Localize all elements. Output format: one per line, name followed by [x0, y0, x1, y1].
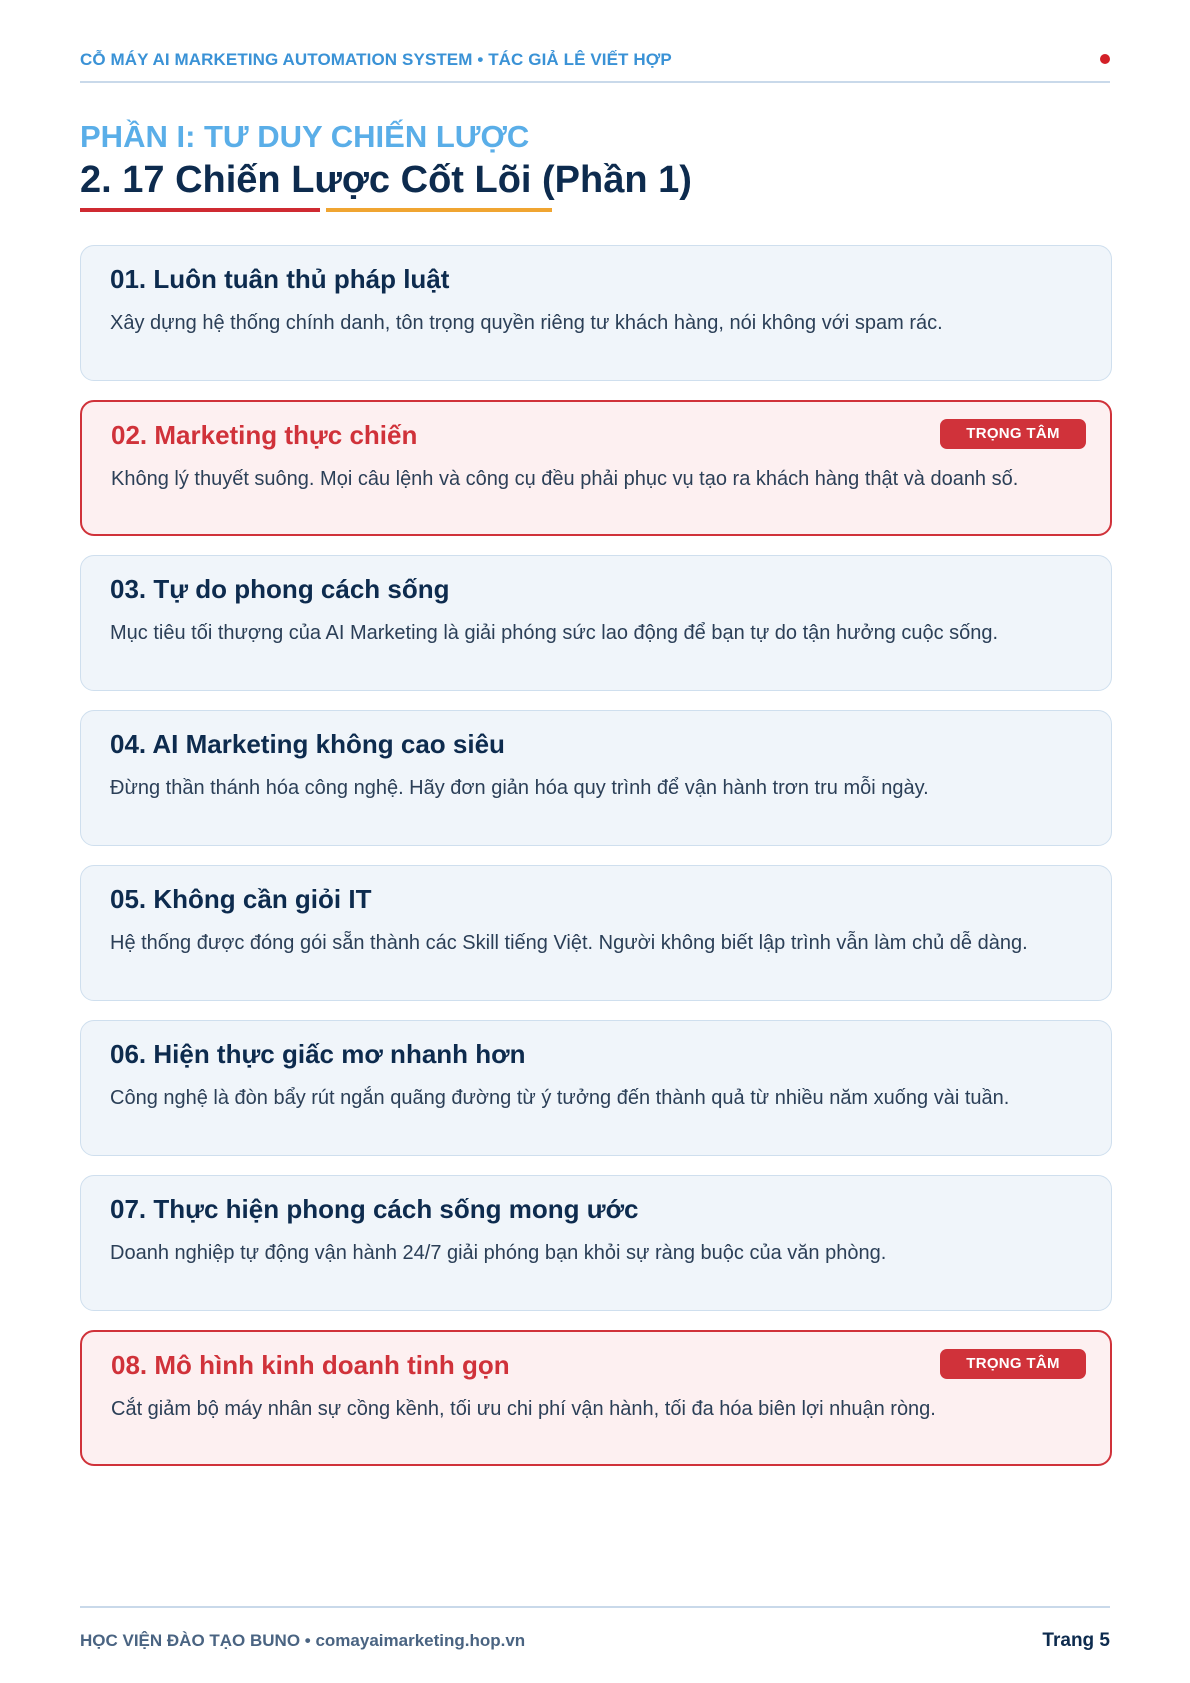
strategy-description: Cắt giảm bộ máy nhân sự cồng kềnh, tối ưu chi phí vận hành, tối đa hóa biên lợi nhuận ròng. — [111, 1398, 936, 1420]
header-text: CỖ MÁY AI MARKETING AUTOMATION SYSTEM • TÁC GIẢ LÊ VIẾT HỢP — [80, 50, 672, 69]
strategy-card-03 — [80, 555, 1112, 691]
strategy-card-07 — [80, 1175, 1112, 1311]
strategy-title: 04. AI Marketing không cao siêu — [110, 729, 505, 759]
strategy-card-04 — [80, 710, 1112, 846]
strategy-description: Mục tiêu tối thượng của AI Marketing là giải phóng sức lao động để bạn tự do tận hưởng cuộc sống. — [110, 622, 999, 644]
strategy-title: 05. Không cần giỏi IT — [110, 884, 372, 914]
strategy-card-05 — [80, 865, 1112, 1001]
strategy-description: Không lý thuyết suông. Mọi câu lệnh và công cụ đều phải phục vụ tạo ra khách hàng thật và doanh số. — [111, 468, 1019, 490]
strategy-card-02 — [80, 400, 1112, 536]
page-title: 2. 17 Chiến Lược Cốt Lõi (Phần 1) — [80, 159, 692, 201]
footer-source: HỌC VIỆN ĐÀO TẠO BUNO • comayaimarketing.hop.vn — [80, 1631, 526, 1650]
strategy-title: 07. Thực hiện phong cách sống mong ước — [110, 1194, 639, 1224]
strategy-description: Hệ thống được đóng gói sẵn thành các Skill tiếng Việt. Người không biết lập trình vẫn làm chủ dễ dàng. — [110, 932, 1028, 954]
strategy-card-01 — [80, 245, 1112, 381]
strategy-title: 06. Hiện thực giấc mơ nhanh hơn — [110, 1039, 526, 1069]
strategy-title: 01. Luôn tuân thủ pháp luật — [110, 264, 450, 294]
page-header — [80, 48, 1110, 83]
title-underline-red — [80, 208, 320, 212]
strategy-title: 02. Marketing thực chiến — [111, 420, 418, 450]
page-number: Trang 5 — [1042, 1630, 1110, 1651]
focus-badge: TRỌNG TÂM — [940, 419, 1086, 449]
strategy-card-06 — [80, 1020, 1112, 1156]
header-dot-icon — [1100, 54, 1110, 64]
strategy-description: Công nghệ là đòn bẩy rút ngắn quãng đường từ ý tưởng đến thành quả từ nhiều năm xuống vài tuần. — [110, 1087, 1010, 1109]
strategy-title: 08. Mô hình kinh doanh tinh gọn — [111, 1350, 510, 1380]
focus-badge: TRỌNG TÂM — [940, 1349, 1086, 1379]
strategy-description: Doanh nghiệp tự động vận hành 24/7 giải phóng bạn khỏi sự ràng buộc của văn phòng. — [110, 1242, 887, 1264]
strategy-title: 03. Tự do phong cách sống — [110, 574, 450, 604]
strategy-list — [80, 245, 1112, 1485]
strategy-description: Xây dựng hệ thống chính danh, tôn trọng quyền riêng tư khách hàng, nói không với spam rác. — [110, 312, 943, 334]
strategy-card-08 — [80, 1330, 1112, 1466]
strategy-description: Đừng thần thánh hóa công nghệ. Hãy đơn giản hóa quy trình để vận hành trơn tru mỗi ngày. — [110, 777, 929, 799]
footer-divider — [80, 1606, 1110, 1608]
section-label: PHẦN I: TƯ DUY CHIẾN LƯỢC — [80, 119, 530, 154]
title-underline-gold — [326, 208, 552, 212]
